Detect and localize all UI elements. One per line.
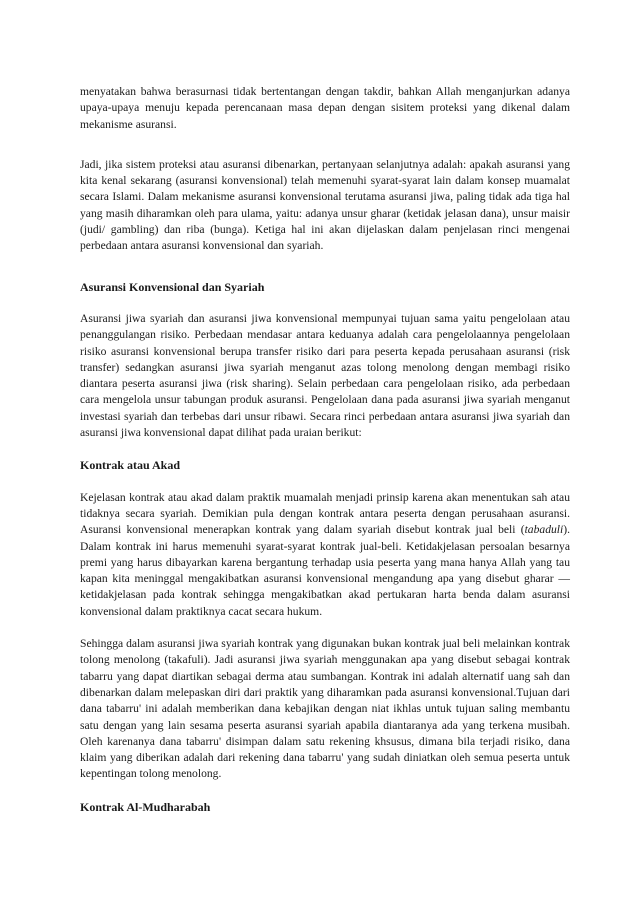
paragraph-kontrak-part-2: ). Dalam kontrak ini harus memenuhi syarat-syarat kontrak jual-beli. Ketidakjelasan persoalan besarnya premi yang harus dibayarkan karena bergantung terhadap usia peserta yang mana hanya Allah yang tau kapan kita meninggal mengakibatkan asuransi konvensional mengandung apa yang disebut gharar —ketidakjelasan pada kontrak sehingga mengakibatkan akad pertukaran harta benda dalam asuransi konvensional dalam praktiknya cacat secara hukum. xyxy=(80,523,570,618)
paragraph-kontrak xyxy=(80,490,570,620)
heading-konvensional-syariah: Asuransi Konvensional dan Syariah xyxy=(80,279,265,294)
paragraph-intro: menyatakan bahwa berasurnasi tidak bertentangan dengan takdir, bahkan Allah menganjurkan adanya upaya-upaya menuju kepada perencanaan masa depan dengan sisitem proteksi yang dikenal dalam mekanisme asuransi. xyxy=(80,85,570,131)
heading-kontrak-akad: Kontrak atau Akad xyxy=(80,458,181,473)
paragraph-tabarru: Sehingga dalam asuransi jiwa syariah kontrak yang digunakan bukan kontrak jual beli melainkan kontrak tolong menolong (takafuli). Jadi asuransi jiwa syariah menggunakan apa yang disebut sebagai kontrak tabarru yang dapat diartikan sebagai derma atau sumbangan. Kontrak ini adalah alternatif uang sah dan dibenarkan dalam melepaskan diri dari praktik yang diharamkan pada asuransi konvensional.Tujuan dari dana tabarru' ini adalah memberikan dana kebajikan dengan niat ikhlas untuk tujuan saling membantu satu dengan yang lain sesama peserta asuransi syariah apabila diantaranya ada yang terkena musibah. Oleh karenanya dana tabarru' disimpan dalam satu rekening khsusus, dimana bila terjadi risiko, dana klaim yang diberikan adalah dari rekening dana tabarru' yang sudah diniatkan oleh semua peserta untuk kepentingan tolong menolong. xyxy=(80,637,570,781)
heading-mudharabah: Kontrak Al-Mudharabah xyxy=(80,799,211,814)
paragraph-perbedaan: Asuransi jiwa syariah dan asuransi jiwa konvensional mempunyai tujuan sama yaitu pengelolaan atau penanggulangan risiko. Perbedaan mendasar antara keduanya adalah cara pengelolaannya pengelolaan risiko asuransi konvensional berupa transfer risiko dari para peserta kepada perusahaan asuransi (risk transfer) sedangkan asuransi jiwa syariah menganut azas tolong menolong dengan membagi risiko diantara peserta asuransi jiwa (risk sharing). Selain perbedaan cara pengelolaan risiko, ada perbedaan cara mengelola unsur tabungan produk asuransi. Pengelolaan dana pada asuransi jiwa syariah menganut investasi syariah dan terbebas dari unsur ribawi. Secara rinci perbedaan antara asuransi jiwa syariah dan asuransi jiwa konvensional dapat dilihat pada uraian berikut: xyxy=(80,311,570,440)
paragraph-proteksi: Jadi, jika sistem proteksi atau asuransi dibenarkan, pertanyaan selanjutnya adalah: apakah asuransi yang kita kenal sekarang (asuransi konvensional) telah memenuhi syarat-syarat lain dalam konsep muamalat secara Islami. Dalam mekanisme asuransi konvensional terutama asuransi jiwa, paling tidak ada tiga hal yang masih diharamkan oleh para ulama, yaitu: adanya unsur gharar (ketidak jelasan dana), unsur maisir (judi/ gambling) dan riba (bunga). Ketiga hal ini akan dijelaskan dalam penjelasan rinci mengenai perbedaan antara asuransi konvensional dan syariah. xyxy=(80,157,570,253)
term-tabaduli: tabaduli xyxy=(524,523,564,537)
paragraph-kontrak-part-1: Kejelasan kontrak atau akad dalam praktik muamalah menjadi prinsip karena akan menentukan sah atau tidaknya secara syariah. Demikian pula dengan kontrak antara peserta dengan perusahaan asuransi. Asuransi konvensional menerapkan kontrak yang dalam syariah disebut kontrak jual beli ( xyxy=(80,490,570,537)
document-page xyxy=(80,84,570,815)
